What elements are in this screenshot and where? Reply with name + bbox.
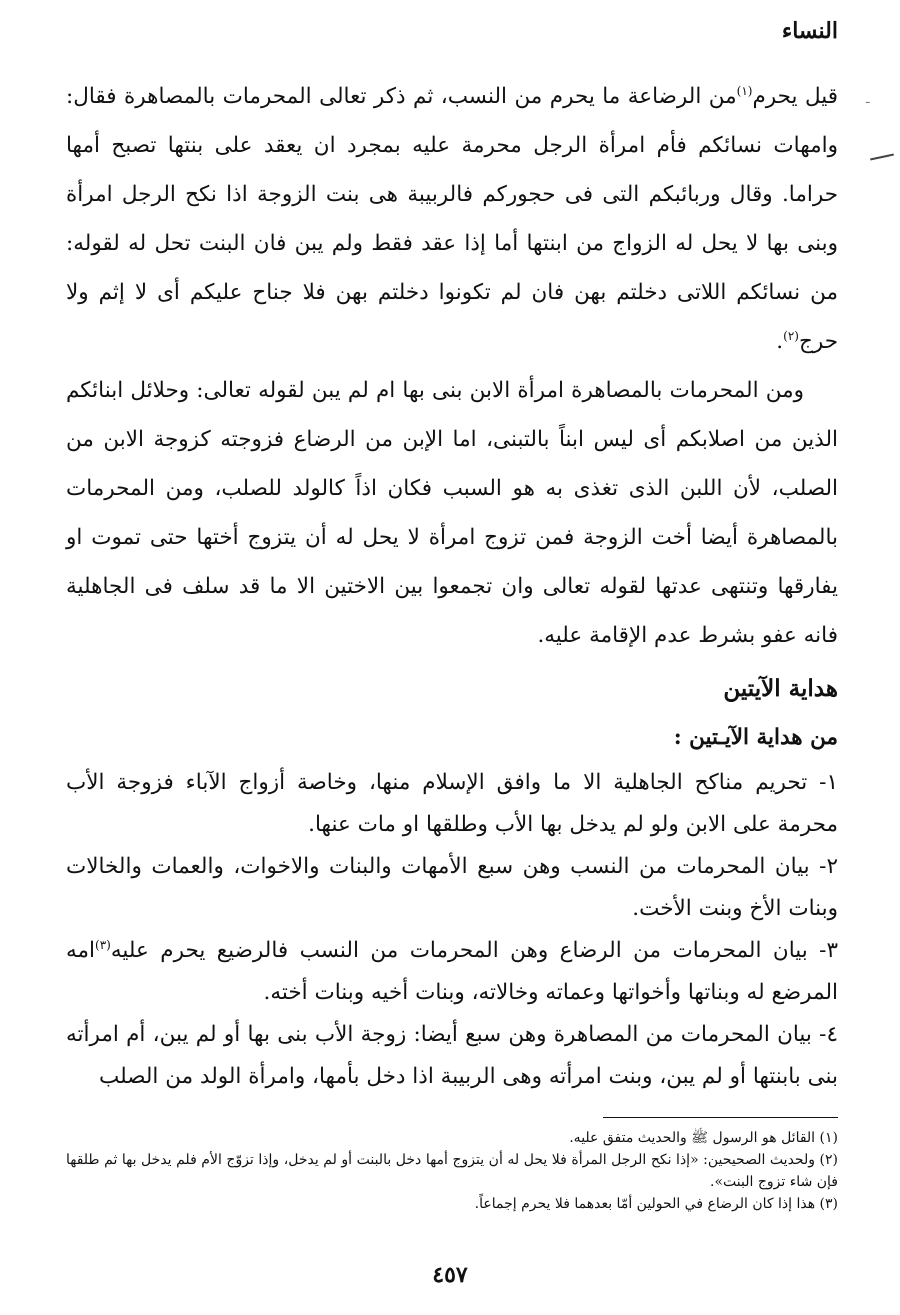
margin-pen-mark xyxy=(870,154,894,161)
footnote-2: (٢) ولحديث الصحيحين: «إذا نكح الرجل المرأة فلا يحل له أن يتزوج أمها دخل بالبنت أو لم يدخل، وإذا تزوّج الأم فلم يدخل بها ثم طلقها فإن شاء تزوج البنت». xyxy=(66,1152,838,1190)
footnote-3: (٣) هذا إذا كان الرضاع في الحولين أمّا بعدهما فلا يحرم إجماعاً. xyxy=(474,1196,838,1212)
footnote-ref-3: (٣) xyxy=(95,937,111,952)
main-text xyxy=(66,72,838,1098)
paragraph-1-body: من الرضاعة ما يحرم من النسب، ثم ذكر تعالى المحرمات بالمصاهرة فقال: وامهات نسائكم فأم امرأة الرجل محرمة عليه بمجرد ان يعقد على بنتها تصبح أمها حراما. وقال وربائبكم التى فى حجوركم فالربيبة هى بنت الزوجة اذا نكح الرجل امرأة وبنى بها لا يحل له الزواج من ابنتها أما إذا عقد فقط ولم يبن فان البنت تحل له لقوله: من نسائكم اللاتى دخلتم بهن فان لم تكونوا دخلتم بهن فلا جناح عليكم أى لا إثم ولا حرج xyxy=(66,84,838,354)
paragraph-1-end: . xyxy=(776,329,784,354)
margin-speck: ـ xyxy=(866,92,870,106)
guidance-item-4: ٤- بيان المحرمات من المصاهرة وهن سبع أيضا: زوجة الأب بنى بها أو لم يبن، أم امرأته بنى بابنتها أو لم يبن، وبنت امرأته وهى الربيبة اذا دخل بأمها، وامرأة الولد من الصلب xyxy=(66,1022,838,1089)
footnote-ref-1: (١) xyxy=(736,83,753,98)
footnote-divider xyxy=(603,1117,838,1118)
footnote-1: (١) القائل هو الرسول ﷺ والحديث متفق عليه. xyxy=(569,1130,838,1146)
guidance-item-3-end: امه المرضع له وبناتها وأخواتها وعماته وخالاته، وبنات أخيه وبنات أخته. xyxy=(66,938,838,1005)
footnote-ref-2: (٢) xyxy=(783,328,799,343)
guidance-item-1: ١- تحريم مناكح الجاهلية الا ما وافق الإسلام منها، وخاصة أزواج الآباء فزوجة الأب محرمة على الابن ولو لم يدخل بها الأب وطلقها او مات عنها. xyxy=(66,770,838,837)
guidance-item-3-start: ٣- بيان المحرمات من الرضاع وهن المحرمات من النسب فالرضيع يحرم عليه xyxy=(110,938,838,963)
guidance-item-2: ٢- بيان المحرمات من النسب وهن سبع الأمهات والبنات والاخوات، والعمات والخالات وبنات الأخ وبنت الأخت. xyxy=(66,854,838,921)
footnotes xyxy=(66,1127,838,1215)
guidance-item-3 xyxy=(66,930,838,1014)
paragraph-1 xyxy=(66,72,838,366)
section-subtitle: من هداية الآيـتين : xyxy=(673,725,838,750)
section-title: هداية الآيتين xyxy=(723,675,838,702)
running-header: النساء xyxy=(781,18,838,44)
paragraph-1-start: قيل يحرم xyxy=(752,84,838,109)
page-number: ٤٥٧ xyxy=(432,1262,468,1288)
paragraph-2: ومن المحرمات بالمصاهرة امرأة الابن بنى بها ام لم يبن لقوله تعالى: وحلائل ابنائكم الذين من اصلابكم أى ليس ابناً بالتبنى، اما الإبن من الرضاع فزوجته كزوجة الابن من الصلب، لأن اللبن الذى تغذى به هو السبب فكان اذاً كالولد للصلب، ومن المحرمات بالمصاهرة أيضا أخت الزوجة فمن تزوج امرأة لا يحل له أن يتزوج أختها حتى تموت او يفارقها وتنتهى عدتها لقوله تعالى وان تجمعوا بين الاختين الا ما قد سلف فى الجاهلية فانه عفو بشرط عدم الإقامة عليه. xyxy=(66,378,838,648)
